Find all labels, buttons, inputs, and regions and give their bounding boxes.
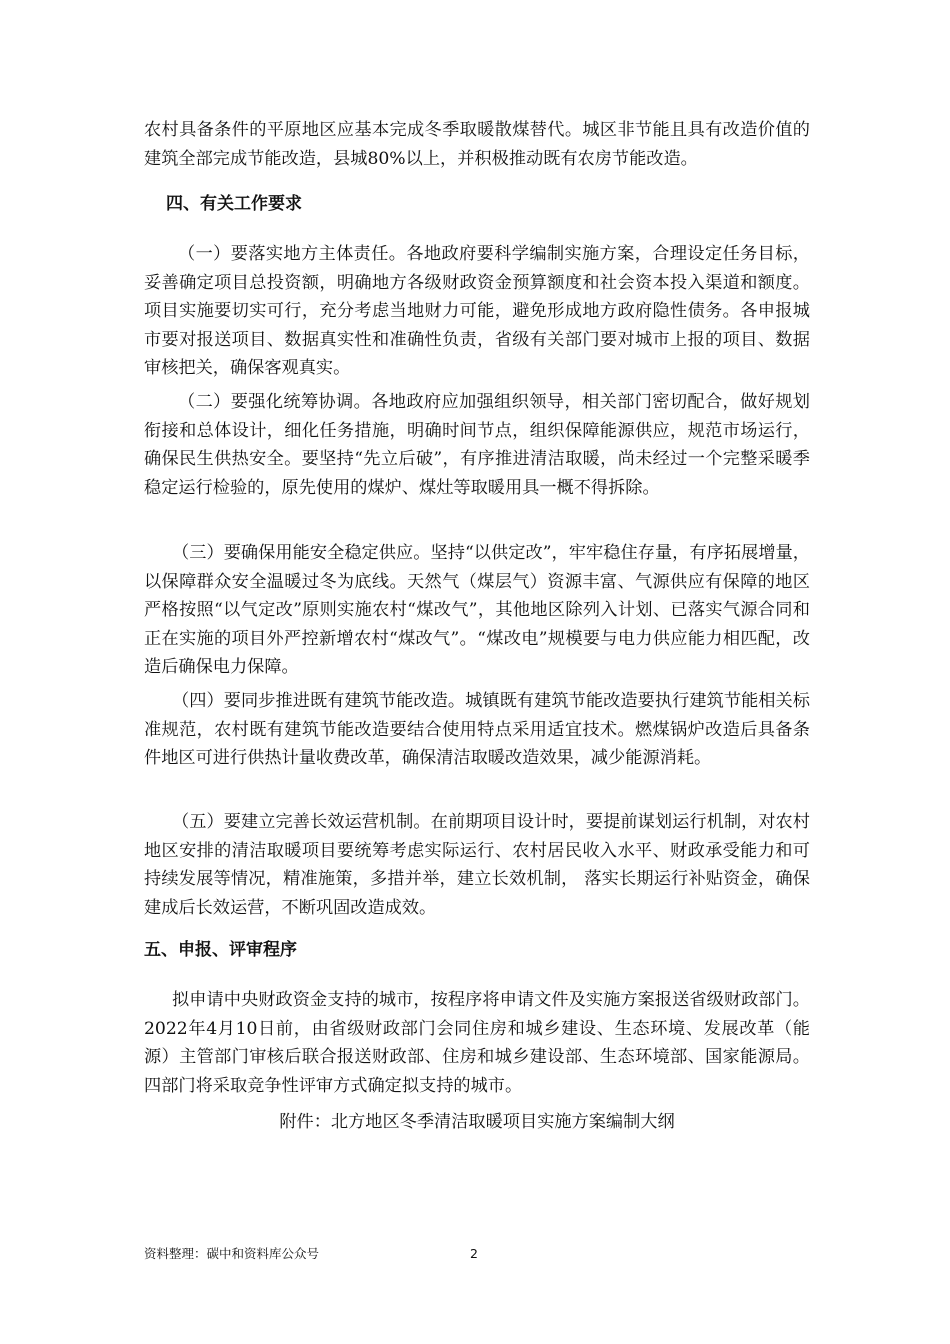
section-5-paragraph: 拟申请中央财政资金支持的城市，按程序将申请文件及实施方案报送省级财政部门。2022年4月10日前，由省级财政部门会同住房和城乡建设、生态环境、发展改革（能源）主管部门审核后联合报送财政部、住房和城乡建设部、生态环境部、国家能源局。四部门将采取竞争性评审方式确定拟支持的城市。	[144, 990, 810, 1096]
requirement-3-paragraph: （三）要确保用能安全稳定供应。坚持“以供定改”，牢牢稳住存量，有序拓展增量，以保障群众安全温暖过冬为底线。天然气（煤层气）资源丰富、气源供应有保障的地区严格按照“以气定改”原则实施农村“煤改气”，其他地区除列入计划、已落实气源合同和正在实施的项目外严控新增农村“煤改气”。“煤改电”规模要与电力供应能力相匹配，改造后确保电力保障。	[144, 543, 810, 678]
section-5-heading: 五、申报、评审程序	[144, 940, 297, 960]
section-4-heading: 四、有关工作要求	[166, 194, 302, 214]
intro-continuation-paragraph: 农村具备条件的平原地区应基本完成冬季取暖散煤替代。城区非节能且具有改造价值的建筑全部完成节能改造，县城80%以上，并积极推动既有农房节能改造。	[144, 120, 810, 169]
page-number: 2	[470, 1246, 478, 1261]
requirement-2-paragraph: （二）要强化统筹协调。各地政府应加强组织领导，相关部门密切配合，做好规划衔接和总体设计，细化任务措施，明确时间节点，组织保障能源供应，规范市场运行，确保民生供热安全。要坚持“先立后破”，有序推进清洁取暖，尚未经过一个完整采暖季稳定运行检验的，原先使用的煤炉、煤灶等取暖用具一概不得拆除。	[144, 392, 810, 498]
requirement-4-paragraph: （四）要同步推进既有建筑节能改造。城镇既有建筑节能改造要执行建筑节能相关标准规范，农村既有建筑节能改造要结合使用特点采用适宜技术。燃煤锅炉改造后具备条件地区可进行供热计量收费改革，确保清洁取暖改造效果，减少能源消耗。	[144, 691, 810, 769]
requirement-5-paragraph: （五）要建立完善长效运营机制。在前期项目设计时，要提前谋划运行机制，对农村地区安排的清洁取暖项目要统筹考虑实际运行、农村居民收入水平、财政承受能力和可持续发展等情况，精准施策，多措并举，建立长效机制， 落实长期运行补贴资金，确保建成后长效运营，不断巩固改造成效。	[144, 812, 810, 918]
footer-source: 资料整理：碳中和资料库公众号	[144, 1246, 320, 1261]
requirement-1-paragraph: （一）要落实地方主体责任。各地政府要科学编制实施方案，合理设定任务目标，妥善确定项目总投资额，明确地方各级财政资金预算额度和社会资本投入渠道和额度。项目实施要切实可行，充分考虑当地财力可能，避免形成地方政府隐性债务。各申报城市要对报送项目、数据真实性和准确性负责，省级有关部门要对城市上报的项目、数据审核把关，确保客观真实。	[144, 244, 810, 379]
attachment-line: 附件：北方地区冬季清洁取暖项目实施方案编制大纲	[279, 1112, 675, 1132]
